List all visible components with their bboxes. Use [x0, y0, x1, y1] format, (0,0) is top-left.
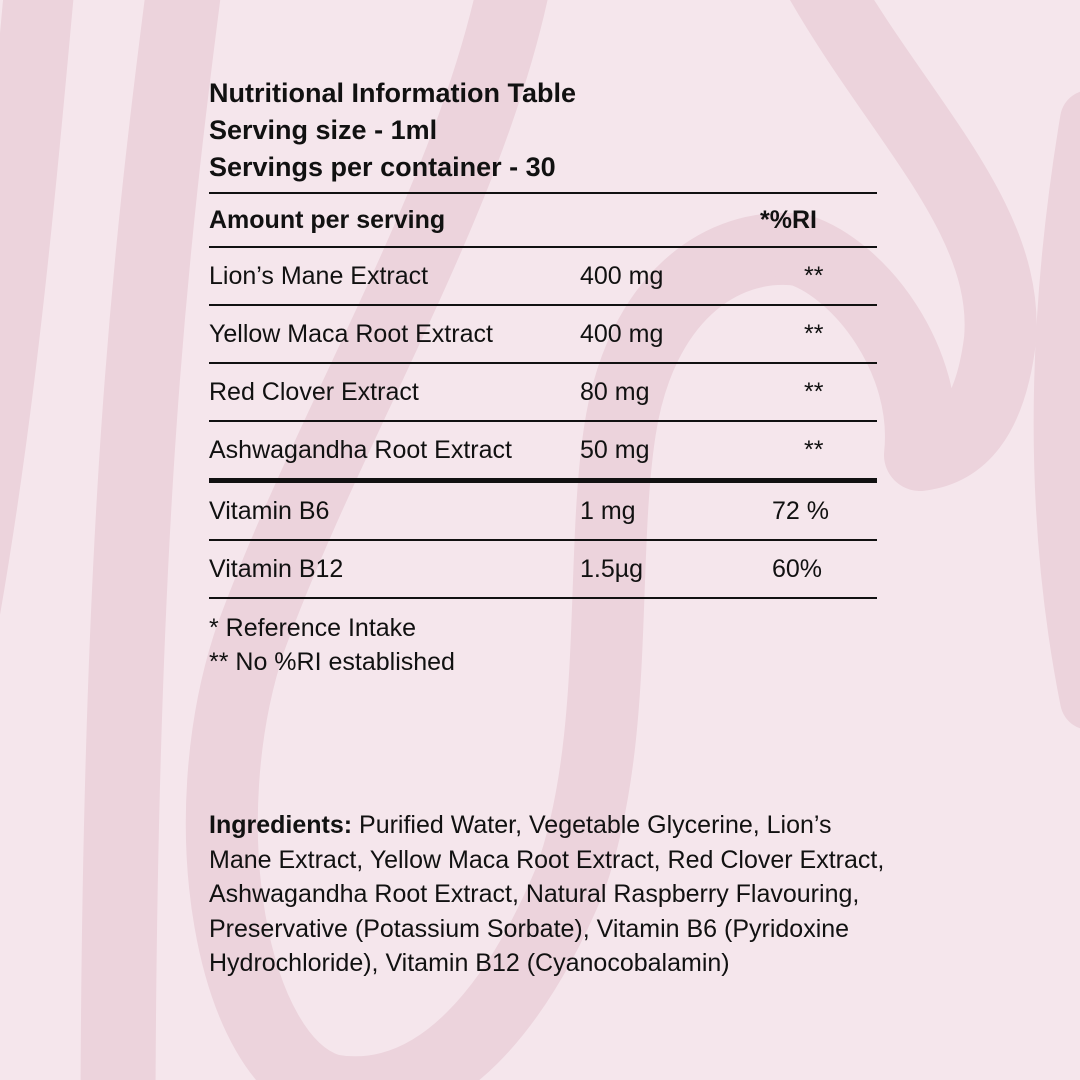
table-row: [209, 421, 877, 481]
page-title: Nutritional Information Table: [209, 78, 576, 108]
footnote-no-ri: ** No %RI established: [209, 648, 455, 676]
nutrient-name: Red Clover Extract: [209, 363, 580, 421]
ingredients-label: Ingredients:: [209, 811, 353, 839]
nutrient-amount: 400 mg: [580, 247, 760, 305]
footnotes: [209, 611, 877, 679]
nutrient-ri: **: [760, 247, 877, 305]
nutrition-table: [209, 192, 877, 599]
header-amount-per-serving: Amount per serving: [209, 193, 760, 247]
table-row: [209, 247, 877, 305]
table-row: [209, 305, 877, 363]
nutrient-ri: 72 %: [760, 481, 877, 541]
title-block: [209, 75, 877, 186]
nutrient-name: Vitamin B12: [209, 540, 580, 598]
table-row: [209, 540, 877, 598]
header-ri: *%RI: [760, 193, 877, 247]
nutrient-amount: 80 mg: [580, 363, 760, 421]
servings-per-container: Servings per container - 30: [209, 152, 556, 182]
nutrient-amount: 1.5µg: [580, 540, 760, 598]
nutrient-name: Yellow Maca Root Extract: [209, 305, 580, 363]
nutrient-ri: 60%: [760, 540, 877, 598]
serving-size: Serving size - 1ml: [209, 115, 438, 145]
ingredients-paragraph: [209, 808, 889, 981]
table-header-row: [209, 193, 877, 247]
swirl-stroke-left: [0, 0, 40, 640]
nutrient-amount: 400 mg: [580, 305, 760, 363]
nutrient-name: Vitamin B6: [209, 481, 580, 541]
nutrient-amount: 50 mg: [580, 421, 760, 481]
swirl-stroke-edge: [1064, 120, 1080, 700]
footnote-reference-intake: * Reference Intake: [209, 614, 417, 642]
nutrient-ri: **: [760, 363, 877, 421]
table-row: [209, 363, 877, 421]
nutrient-amount: 1 mg: [580, 481, 760, 541]
nutrient-name: Lion’s Mane Extract: [209, 247, 580, 305]
nutrition-panel: [209, 75, 877, 679]
table-row: [209, 481, 877, 541]
nutrient-ri: **: [760, 421, 877, 481]
nutrient-name: Ashwagandha Root Extract: [209, 421, 580, 481]
nutrient-ri: **: [760, 305, 877, 363]
swirl-stroke-tall: [118, 0, 185, 1080]
ingredients-list: Purified Water, Vegetable Glycerine, Lion’s Mane Extract, Yellow Maca Root Extract, Red Clover Extract, Ashwagandha Root Extract, Natural Raspberry Flavouring, Preservative (Potassium Sorbate), Vitamin B6 (Pyridoxine Hydrochloride), Vitamin B12 (Cyanocobalamin): [209, 811, 885, 977]
